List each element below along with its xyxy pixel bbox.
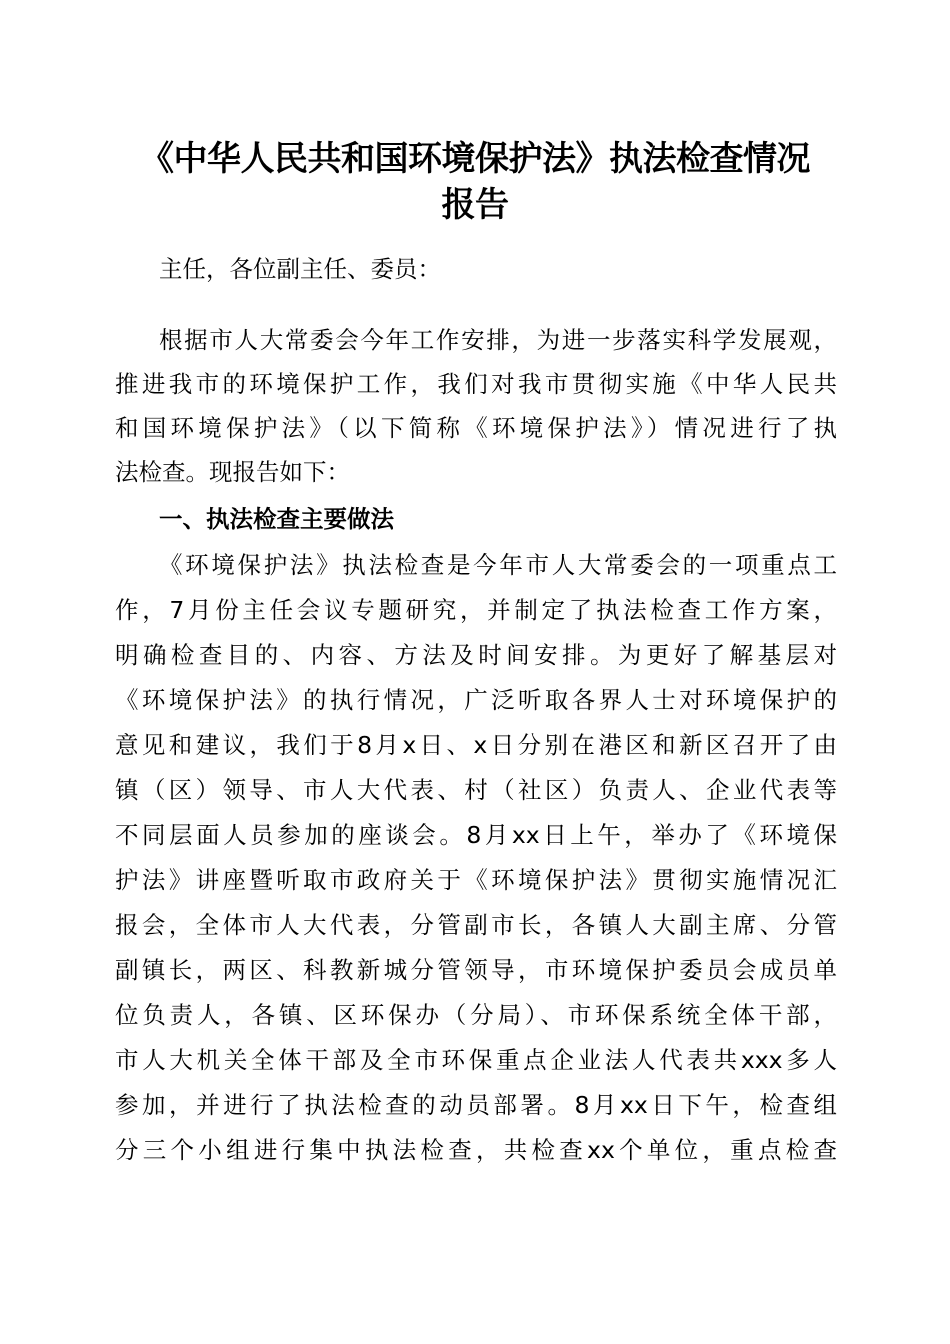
- salutation: 主任，各位副主任、委员：: [159, 255, 441, 283]
- section-line: 位负责人，各镇、区环保办（分局）、市环保系统全体干部，: [115, 1001, 837, 1029]
- section-line: 作，7月份主任会议专题研究，并制定了执法检查工作方案，: [115, 596, 837, 624]
- intro-line: 法检查。现报告如下：: [115, 458, 350, 486]
- section-line: 市人大机关全体干部及全市环保重点企业法人代表共xxx多人: [115, 1046, 837, 1074]
- section-line: 报会，全体市人大代表，分管副市长，各镇人大副主席、分管: [115, 911, 837, 939]
- section-line: 分三个小组进行集中执法检查，共检查xx个单位，重点检查: [115, 1136, 837, 1164]
- section-line: 护法》讲座暨听取市政府关于《环境保护法》贯彻实施情况汇: [115, 866, 837, 894]
- section-line: 意见和建议，我们于8月x日、x日分别在港区和新区召开了由: [115, 731, 837, 759]
- document-title: [100, 136, 850, 228]
- title-line-1: 《中华人民共和国环境保护法》执法检查情况: [140, 139, 810, 179]
- intro-line: 推进我市的环境保护工作，我们对我市贯彻实施《中华人民共: [115, 370, 837, 398]
- section-line: 《环境保护法》的执行情况，广泛听取各界人士对环境保护的: [115, 686, 837, 714]
- section-heading: 一、执法检查主要做法: [159, 505, 394, 533]
- section-line: 明确检查目的、内容、方法及时间安排。为更好了解基层对: [115, 641, 837, 669]
- section-line: 参加，并进行了执法检查的动员部署。8月xx日下午，检查组: [115, 1091, 837, 1119]
- intro-line: 根据市人大常委会今年工作安排，为进一步落实科学发展观，: [159, 326, 837, 354]
- section-line: 镇（区）领导、市人大代表、村（社区）负责人、企业代表等: [115, 776, 837, 804]
- section-line: 《环境保护法》执法检查是今年市人大常委会的一项重点工: [159, 551, 837, 579]
- intro-line: 和国环境保护法》（以下简称《环境保护法》）情况进行了执: [115, 414, 837, 442]
- section-line: 副镇长，两区、科教新城分管领导，市环境保护委员会成员单: [115, 956, 837, 984]
- section-line: 不同层面人员参加的座谈会。8月xx日上午，举办了《环境保: [115, 821, 837, 849]
- title-line-2: 报告: [441, 185, 509, 225]
